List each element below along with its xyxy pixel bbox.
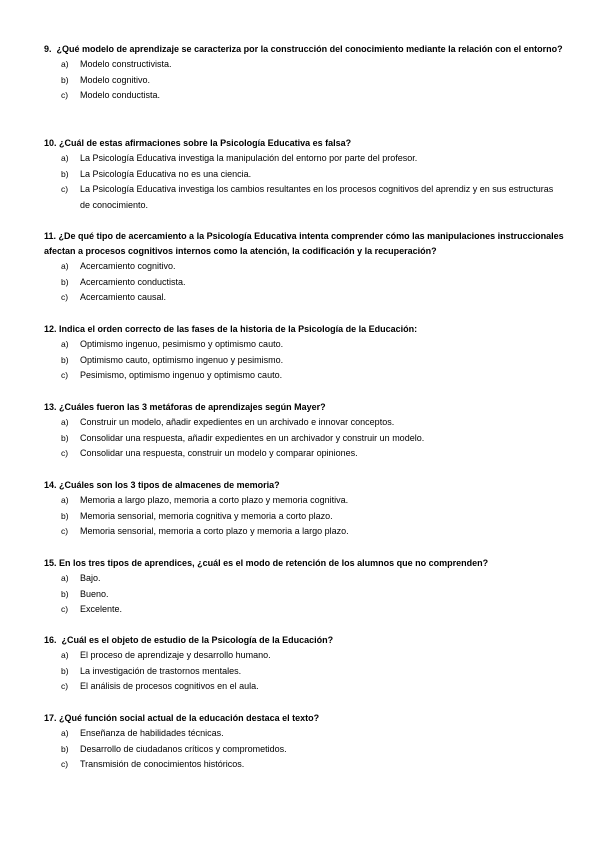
question-number: 9. <box>44 44 52 54</box>
option-text: Memoria sensorial, memoria cognitiva y memoria a corto plazo. <box>80 510 333 521</box>
options-list <box>44 648 564 695</box>
option-b <box>44 587 564 603</box>
option-c <box>44 602 564 618</box>
option-letter: c) <box>61 292 69 302</box>
options-list <box>44 57 564 104</box>
option-letter: b) <box>61 354 69 365</box>
option-letter: c) <box>61 370 69 380</box>
option-text: Memoria sensorial, memoria a corto plazo y memoria a largo plazo. <box>80 526 349 536</box>
option-letter: a) <box>61 650 69 660</box>
option-c <box>44 88 564 104</box>
option-text: Optimismo ingenuo, pesimismo y optimismo cauto. <box>80 339 284 349</box>
options-list <box>44 151 564 213</box>
option-text: Optimismo cauto, optimismo ingenuo y pesimismo. <box>80 354 284 365</box>
option-b <box>44 742 564 758</box>
question-13 <box>44 400 564 462</box>
option-text: Acercamiento conductista. <box>80 276 186 287</box>
option-text: Pesimismo, optimismo ingenuo y optimismo cauto. <box>80 370 283 380</box>
option-a <box>44 57 564 73</box>
option-letter: b) <box>61 168 69 179</box>
question-body: ¿Cuáles son los 3 tipos de almacenes de memoria? <box>59 480 280 490</box>
option-letter: b) <box>61 588 69 599</box>
option-c <box>44 679 564 695</box>
question-17 <box>44 711 564 773</box>
option-letter: a) <box>61 153 69 163</box>
question-text <box>44 478 564 493</box>
question-9 <box>44 42 564 104</box>
option-text: El proceso de aprendizaje y desarrollo humano. <box>80 650 271 660</box>
option-letter: c) <box>61 759 69 769</box>
question-number: 12. <box>44 324 57 334</box>
option-a <box>44 571 564 587</box>
option-c <box>44 446 564 462</box>
option-b <box>44 509 564 525</box>
option-a <box>44 151 564 167</box>
option-text: Modelo cognitivo. <box>80 74 151 85</box>
option-text: La Psicología Educativa no es una ciencia. <box>80 168 252 179</box>
option-text: Excelente. <box>80 604 123 614</box>
option-letter: c) <box>61 448 69 458</box>
option-text: Bueno. <box>80 588 109 599</box>
question-15 <box>44 556 564 618</box>
options-list <box>44 337 564 384</box>
option-a <box>44 259 564 275</box>
option-a <box>44 337 564 353</box>
option-c <box>44 182 564 213</box>
option-letter: c) <box>61 526 69 536</box>
option-b <box>44 167 564 183</box>
option-c <box>44 757 564 773</box>
option-letter: b) <box>61 276 69 287</box>
option-b <box>44 431 564 447</box>
option-text: Consolidar una respuesta, construir un modelo y comparar opiniones. <box>80 448 358 458</box>
option-letter: a) <box>61 261 69 271</box>
option-letter: c) <box>61 90 69 100</box>
question-body: ¿Cuál es el objeto de estudio de la Psicología de la Educación? <box>61 635 334 645</box>
option-b <box>44 73 564 89</box>
question-text <box>44 400 564 415</box>
question-number: 11. <box>44 231 57 241</box>
option-letter: b) <box>61 74 69 85</box>
option-letter: a) <box>61 573 69 583</box>
option-a <box>44 648 564 664</box>
question-body: En los tres tipos de aprendices, ¿cuál es el modo de retención de los alumnos que no comprenden? <box>59 558 489 568</box>
option-letter: a) <box>61 728 69 738</box>
option-letter: b) <box>61 510 69 521</box>
options-list <box>44 571 564 618</box>
question-body: ¿Qué modelo de aprendizaje se caracteriza por la construcción del conocimiento mediante la relación con el entorno? <box>56 44 563 54</box>
option-a <box>44 415 564 431</box>
option-letter: a) <box>61 339 69 349</box>
question-text <box>44 711 564 726</box>
question-16 <box>44 633 564 695</box>
option-letter: c) <box>61 681 69 691</box>
option-text: Memoria a largo plazo, memoria a corto plazo y memoria cognitiva. <box>80 495 349 505</box>
question-body: ¿Qué función social actual de la educación destaca el texto? <box>59 713 320 723</box>
question-number: 14. <box>44 480 57 490</box>
option-letter: c) <box>61 184 69 194</box>
options-list <box>44 259 564 306</box>
question-12 <box>44 322 564 384</box>
option-text: Bajo. <box>80 573 101 583</box>
option-c <box>44 524 564 540</box>
option-letter: b) <box>61 743 69 754</box>
option-letter: a) <box>61 59 69 69</box>
question-number: 16. <box>44 635 57 645</box>
option-text: Desarrollo de ciudadanos críticos y comprometidos. <box>80 743 287 754</box>
option-text: Acercamiento causal. <box>80 292 167 302</box>
option-letter: b) <box>61 432 69 443</box>
option-b <box>44 664 564 680</box>
question-14 <box>44 478 564 540</box>
question-body: ¿Cuáles fueron las 3 metáforas de aprendizajes según Mayer? <box>59 402 326 412</box>
question-number: 13. <box>44 402 57 412</box>
question-number: 10. <box>44 138 57 148</box>
option-c <box>44 368 564 384</box>
question-number: 17. <box>44 713 57 723</box>
options-list <box>44 726 564 773</box>
question-11 <box>44 229 564 306</box>
question-number: 15. <box>44 558 57 568</box>
option-text: La Psicología Educativa investiga la manipulación del entorno por parte del profesor. <box>80 153 418 163</box>
option-text: La investigación de trastornos mentales. <box>80 665 242 676</box>
option-a <box>44 726 564 742</box>
option-letter: c) <box>61 604 69 614</box>
option-b <box>44 353 564 369</box>
question-text <box>44 322 564 337</box>
question-body: ¿De qué tipo de acercamiento a la Psicología Educativa intenta comprender cómo las manipulaciones instruccionales afectan a procesos cognitivos internos como la atención, la codificación y la recuperación? <box>44 231 564 256</box>
question-text <box>44 633 564 648</box>
option-c <box>44 290 564 306</box>
question-10 <box>44 136 564 213</box>
options-list <box>44 415 564 462</box>
option-text: La Psicología Educativa investiga los cambios resultantes en los procesos cognitivos del aprendiz y en sus estructuras de conocimiento. <box>80 184 554 210</box>
option-text: Transmisión de conocimientos históricos. <box>80 759 245 769</box>
question-body: ¿Cuál de estas afirmaciones sobre la Psicología Educativa es falsa? <box>59 138 352 148</box>
option-text: El análisis de procesos cognitivos en el aula. <box>80 681 259 691</box>
option-text: Construir un modelo, añadir expedientes en un archivado e innovar conceptos. <box>80 417 395 427</box>
question-text <box>44 136 564 151</box>
option-letter: a) <box>61 495 69 505</box>
option-text: Enseñanza de habilidades técnicas. <box>80 728 224 738</box>
question-text <box>44 229 564 259</box>
option-letter: b) <box>61 665 69 676</box>
option-text: Consolidar una respuesta, añadir expedientes en un archivador y construir un modelo. <box>80 432 425 443</box>
option-text: Acercamiento cognitivo. <box>80 261 176 271</box>
option-b <box>44 275 564 291</box>
option-text: Modelo conductista. <box>80 90 161 100</box>
question-text <box>44 556 564 571</box>
question-text <box>44 42 564 57</box>
question-body: Indica el orden correcto de las fases de la historia de la Psicología de la Educación: <box>59 324 418 334</box>
option-letter: a) <box>61 417 69 427</box>
option-text: Modelo constructivista. <box>80 59 172 69</box>
options-list <box>44 493 564 540</box>
option-a <box>44 493 564 509</box>
